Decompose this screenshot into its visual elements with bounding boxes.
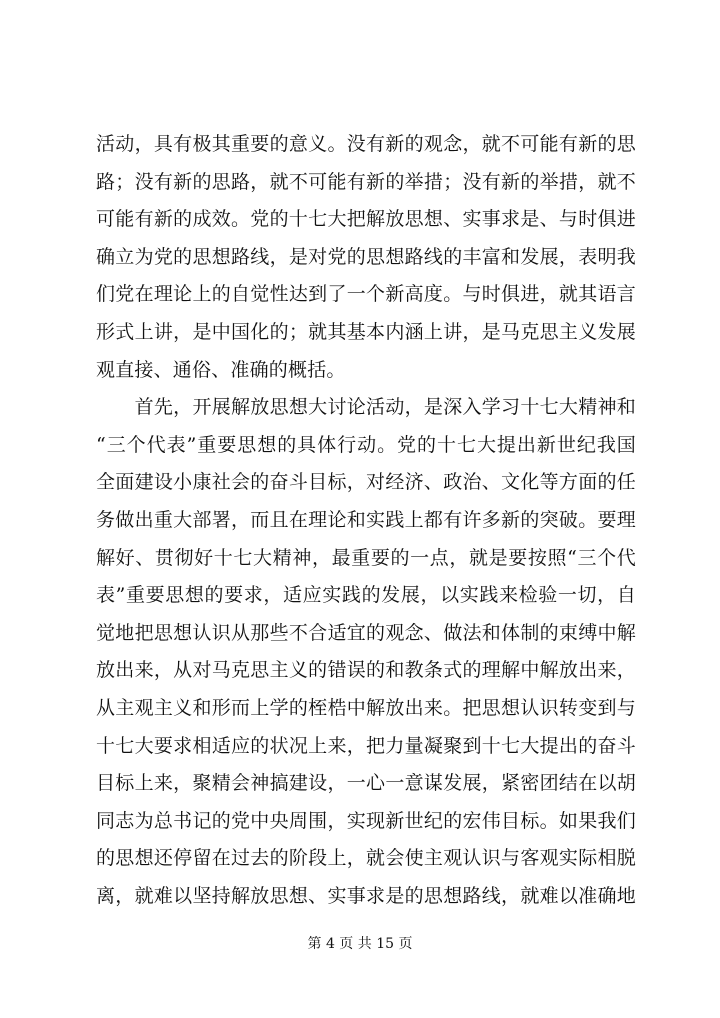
paragraph-1 xyxy=(96,126,636,389)
text-line: 可能有新的成效。党的十七大把解放思想、实事求是、与时俱进 xyxy=(96,208,636,231)
text-line: 放出来，从对马克思主义的错误的和教条式的理解中解放出来， xyxy=(96,659,636,682)
text-line: 十七大要求相适应的状况上来，把力量凝聚到十七大提出的奋斗 xyxy=(96,734,636,757)
page-number: 第 4 页 共 15 页 xyxy=(307,936,413,952)
text-line: 路；没有新的思路，就不可能有新的举措；没有新的举措，就不 xyxy=(96,170,636,193)
paragraph-2 xyxy=(96,389,636,915)
text-line: 目标上来，聚精会神搞建设，一心一意谋发展，紧密团结在以胡 xyxy=(96,772,636,795)
text-line: 同志为总书记的党中央周围，实现新世纪的宏伟目标。如果我们 xyxy=(96,809,636,832)
text-line: 首先，开展解放思想大讨论活动，是深入学习十七大精神和 xyxy=(96,396,636,419)
text-line: 全面建设小康社会的奋斗目标，对经济、政治、文化等方面的任 xyxy=(96,471,636,494)
text-line: 观直接、通俗、准确的概括。 xyxy=(96,358,346,381)
text-line: 从主观主义和形而上学的桎梏中解放出来。把思想认识转变到与 xyxy=(96,696,636,719)
page-footer xyxy=(0,934,720,954)
text-line: 的思想还停留在过去的阶段上，就会使主观认识与客观实际相脱 xyxy=(96,847,636,870)
text-line: 务做出重大部署，而且在理论和实践上都有许多新的突破。要理 xyxy=(96,508,636,531)
text-line: 解好、贯彻好十七大精神，最重要的一点，就是要按照“三个代 xyxy=(96,546,636,569)
text-line: 形式上讲，是中国化的；就其基本内涵上讲，是马克思主义发展 xyxy=(96,320,636,343)
body-text xyxy=(96,126,636,915)
text-line: 离，就难以坚持解放思想、实事求是的思想路线，就难以准确地 xyxy=(96,884,636,907)
text-line: 确立为党的思想路线，是对党的思想路线的丰富和发展，表明我 xyxy=(96,245,636,268)
text-line: “三个代表”重要思想的具体行动。党的十七大提出新世纪我国 xyxy=(96,433,636,456)
text-line: 们党在理论上的自觉性达到了一个新高度。与时俱进，就其语言 xyxy=(96,283,636,306)
text-line: 活动，具有极其重要的意义。没有新的观念，就不可能有新的思 xyxy=(96,133,636,155)
text-line: 觉地把思想认识从那些不合适宜的观念、做法和体制的束缚中解 xyxy=(96,621,636,644)
text-line: 表”重要思想的要求，适应实践的发展，以实践来检验一切，自 xyxy=(96,584,636,607)
